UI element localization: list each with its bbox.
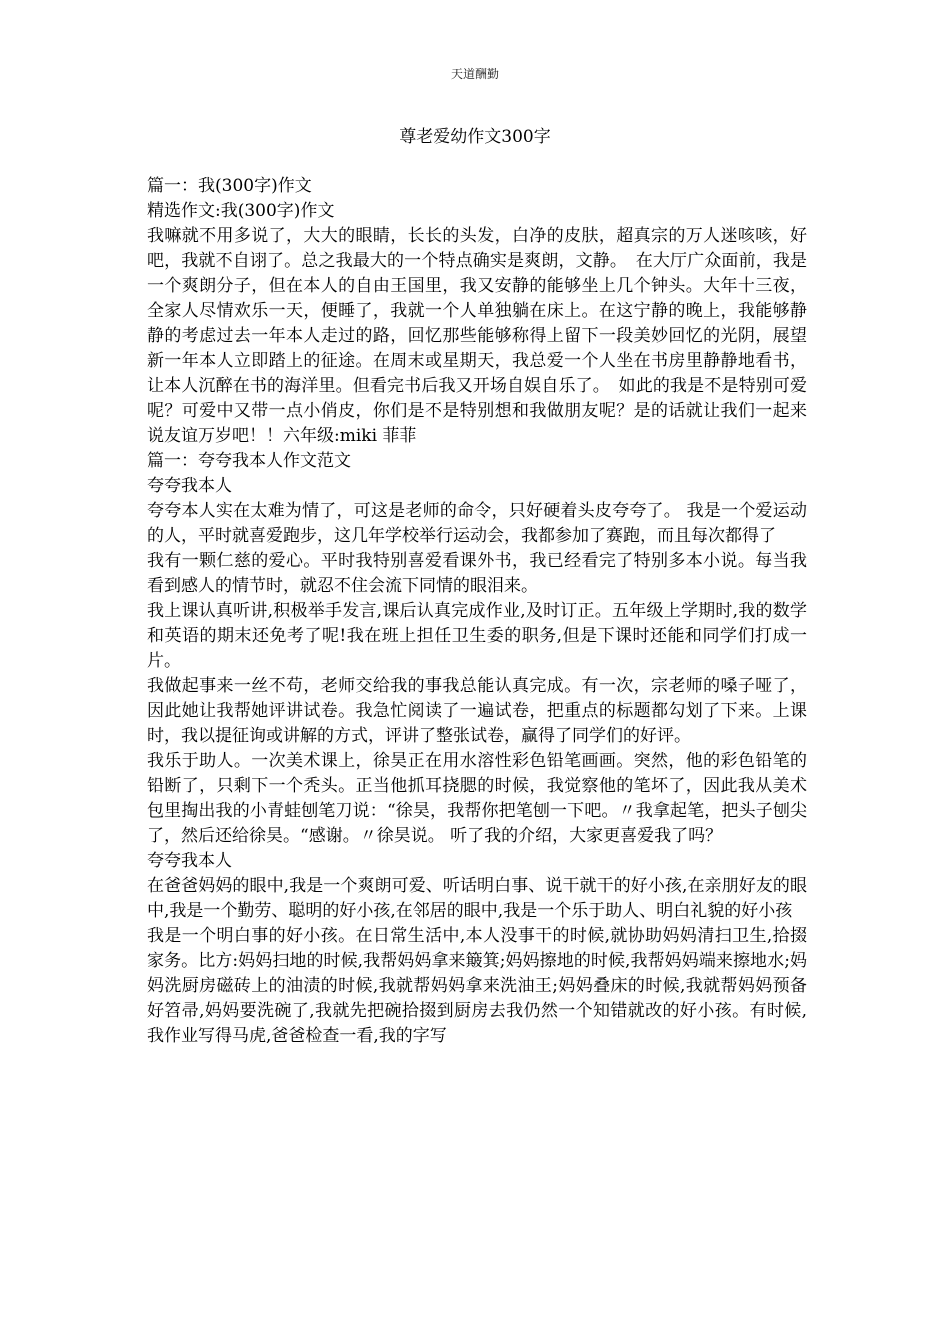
paragraph-2: 精选作文:我(300字)作文 [147, 201, 335, 221]
paragraph-9: 我做起事来一丝不苟，老师交给我的事我总能认真完成。有一次，宗老师的嗓子哑了，因此她让我帮她评讲试卷。我急忙阅读了一遍试卷，把重点的标题都勾划了下来。上课时，我以提征询或讲解的方式，评讲了整张试卷，赢得了同学们的好评。 [147, 676, 807, 746]
paragraph-6: 夸夸本人实在太难为情了，可这是老师的命令，只好硬着头皮夸夸了。 我是一个爱运动的人，平时就喜爱跑步，这几年学校举行运动会，我都参加了赛跑，而且每次都得了 [147, 501, 807, 546]
document-body [147, 174, 807, 1049]
paragraph-7: 我有一颗仁慈的爱心。平时我特别喜爱看课外书，我已经看完了特别多本小说。每当我看到感人的情节时，就忍不住会流下同情的眼泪来。 [147, 551, 807, 596]
paragraph-10: 我乐于助人。一次美术课上，徐昊正在用水溶性彩色铅笔画画。突然，他的彩色铅笔的铅断了，只剩下一个秃头。正当他抓耳挠腮的时候，我觉察他的笔坏了，因此我从美术包里掏出我的小青蛙刨笔刀说：“徐昊，我帮你把笔刨一下吧。〃我拿起笔，把头子刨尖了，然后还给徐昊。“感谢。〃徐昊说。 听了我的介绍，大家更喜爱我了吗？ [147, 751, 807, 846]
paragraph-5: 夸夸我本人 [147, 476, 232, 496]
paragraph-4: 篇一：夸夸我本人作文范文 [147, 451, 351, 471]
paragraph-13: 我是一个明白事的好小孩。在日常生活中,本人没事干的时候,就协助妈妈清扫卫生,拾掇家务。比方:妈妈扫地的时候,我帮妈妈拿来簸箕;妈妈擦地的时候,我帮妈妈端来擦地水;妈妈洗厨房磁砖上的油渍的时候,我就帮妈妈拿来洗油王;妈妈叠床的时候,我就帮妈妈预备好笤帚,妈妈要洗碗了,我就先把碗拾掇到厨房去我仍然一个知错就改的好小孩。有时候,我作业写得马虎,爸爸检查一看,我的字写 [147, 926, 807, 1046]
page-header: 天道酬勤 [450, 67, 499, 81]
paragraph-8: 我上课认真听讲,积极举手发言,课后认真完成作业,及时订正。五年级上学期时,我的数学和英语的期末还免考了呢!我在班上担任卫生委的职务,但是下课时还能和同学们打成一片。 [147, 601, 807, 671]
paragraph-1: 篇一：我(300字)作文 [147, 176, 312, 196]
paragraph-12: 在爸爸妈妈的眼中,我是一个爽朗可爱、听话明白事、说干就干的好小孩,在亲朋好友的眼中,我是一个勤劳、聪明的好小孩,在邻居的眼中,我是一个乐于助人、明白礼貌的好小孩 [147, 876, 807, 921]
paragraph-11: 夸夸我本人 [147, 851, 232, 871]
paragraph-3: 我嘛就不用多说了，大大的眼睛，长长的头发，白净的皮肤，超真宗的万人迷咳咳，好吧，我就不自诩了。总之我最大的一个特点确实是爽朗，文静。 在大厅广众面前，我是一个爽朗分子，但在本人的自由王国里，我又安静的能够坐上几个钟头。大年十三夜，全家人尽情欢乐一天，便睡了，我就一个人单独躺在床上。在这宁静的晚上，我能够静静的考虑过去一年本人走过的路，回忆那些能够称得上留下一段美妙回忆的光阴，展望新一年本人立即踏上的征途。在周末或星期天，我总爱一个人坐在书房里静静地看书，让本人沉醉在书的海洋里。但看完书后我又开场自娱自乐了。 如此的我是不是特别可爱呢？可爱中又带一点小俏皮，你们是不是特别想和我做朋友呢？是的话就让我们一起来说友谊万岁吧！！六年级:miki 菲菲 [147, 226, 807, 446]
document-title: 尊老爱幼作文300字 [399, 127, 551, 147]
